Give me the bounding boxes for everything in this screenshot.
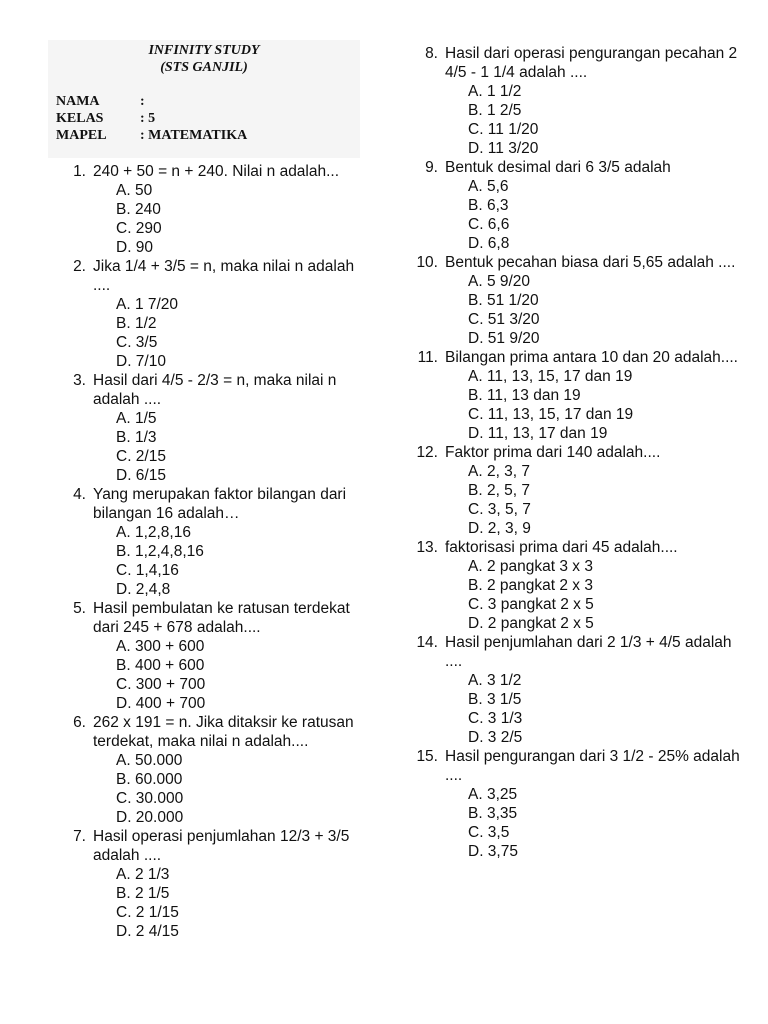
question-text: Bentuk desimal dari 6 3/5 adalah — [445, 159, 671, 176]
answer-option: B. 3 1/5 — [468, 691, 522, 708]
question-2 — [66, 257, 366, 371]
answer-option: D. 20.000 — [116, 809, 184, 826]
question-1 — [66, 162, 366, 257]
answer-option: C. 11 1/20 — [468, 121, 539, 138]
question-5 — [66, 599, 366, 713]
question-text: Yang merupakan faktor bilangan dari bilangan 16 adalah… — [93, 486, 347, 522]
answer-option: A. 1,2,8,16 — [116, 524, 191, 541]
answer-option: A. 3 1/2 — [468, 672, 522, 689]
answer-option: B. 1,2,4,8,16 — [116, 543, 204, 560]
answer-option: A. 1 7/20 — [116, 296, 179, 313]
answer-options — [93, 751, 366, 827]
question-4 — [66, 485, 366, 599]
answer-options — [445, 272, 748, 348]
answer-option: D. 400 + 700 — [116, 695, 206, 712]
answer-option: C. 3, 5, 7 — [468, 501, 531, 518]
answer-option: D. 90 — [116, 239, 154, 256]
answer-options — [445, 177, 748, 253]
answer-option: B. 60.000 — [116, 771, 183, 788]
answer-options — [93, 295, 366, 371]
answer-option: D. 3,75 — [468, 843, 518, 860]
answer-option: D. 11, 13, 17 dan 19 — [468, 425, 608, 442]
question-text: Bilangan prima antara 10 dan 20 adalah.... — [445, 349, 738, 366]
answer-option: C. 30.000 — [116, 790, 184, 807]
question-number: 15. — [416, 748, 438, 765]
answer-option: D. 2 pangkat 2 x 5 — [468, 615, 594, 632]
answer-option: D. 7/10 — [116, 353, 166, 370]
answer-option: C. 2 1/15 — [116, 904, 179, 921]
answer-options — [445, 82, 748, 158]
question-6 — [66, 713, 366, 827]
answer-options — [445, 557, 748, 633]
question-text: Hasil operasi penjumlahan 12/3 + 3/5 adalah .... — [93, 828, 350, 864]
question-text: Faktor prima dari 140 adalah.... — [445, 444, 661, 461]
answer-option: B. 1/2 — [116, 315, 157, 332]
answer-option: B. 2 pangkat 2 x 3 — [468, 577, 593, 594]
answer-option: A. 5 9/20 — [468, 273, 531, 290]
question-8 — [418, 44, 748, 158]
question-text: Jika 1/4 + 3/5 = n, maka nilai n adalah .... — [93, 258, 355, 294]
question-9 — [418, 158, 748, 253]
question-number: 7. — [73, 828, 86, 845]
answer-option: C. 3 1/3 — [468, 710, 523, 727]
answer-option: D. 3 2/5 — [468, 729, 523, 746]
answer-option: C. 3,5 — [468, 824, 510, 841]
question-text: Hasil dari 4/5 - 2/3 = n, maka nilai n adalah .... — [93, 372, 337, 408]
answer-option: D. 2,4,8 — [116, 581, 171, 598]
answer-option: A. 50 — [116, 182, 153, 199]
document-subtitle: (STS GANJIL) — [160, 60, 248, 75]
field-label: NAMA — [56, 94, 100, 109]
answer-option: A. 5,6 — [468, 178, 509, 195]
answer-options — [445, 367, 748, 443]
document-title: INFINITY STUDY — [148, 43, 260, 58]
question-column-right — [418, 44, 748, 861]
question-text: faktorisasi prima dari 45 adalah.... — [445, 539, 678, 556]
answer-option: C. 3 pangkat 2 x 5 — [468, 596, 594, 613]
question-number: 2. — [73, 258, 86, 275]
answer-option: A. 2, 3, 7 — [468, 463, 531, 480]
question-11 — [418, 348, 748, 443]
field-value: : 5 — [140, 111, 156, 126]
question-number: 9. — [425, 159, 438, 176]
answer-option: D. 6,8 — [468, 235, 510, 252]
answer-option: B. 51 1/20 — [468, 292, 539, 309]
question-number: 3. — [73, 372, 86, 389]
answer-option: B. 400 + 600 — [116, 657, 205, 674]
answer-options — [93, 181, 366, 257]
question-text: Hasil penjumlahan dari 2 1/3 + 4/5 adalah .... — [445, 634, 732, 670]
answer-option: A. 1 1/2 — [468, 83, 522, 100]
question-number: 13. — [416, 539, 438, 556]
question-number: 10. — [416, 254, 438, 271]
question-15 — [418, 747, 748, 861]
answer-option: B. 1/3 — [116, 429, 157, 446]
field-value: : MATEMATIKA — [140, 128, 248, 143]
answer-option: A. 1/5 — [116, 410, 157, 427]
question-number: 14. — [416, 634, 438, 651]
answer-option: A. 300 + 600 — [116, 638, 205, 655]
answer-option: C. 11, 13, 15, 17 dan 19 — [468, 406, 634, 423]
answer-options — [445, 671, 748, 747]
question-number: 4. — [73, 486, 86, 503]
answer-option: B. 6,3 — [468, 197, 509, 214]
question-13 — [418, 538, 748, 633]
question-number: 11. — [417, 349, 438, 366]
answer-option: B. 2, 5, 7 — [468, 482, 531, 499]
answer-options — [93, 409, 366, 485]
answer-options — [93, 523, 366, 599]
question-text: 262 x 191 = n. Jika ditaksir ke ratusan terdekat, maka nilai n adalah.... — [93, 714, 354, 750]
answer-option: D. 2, 3, 9 — [468, 520, 531, 537]
answer-options — [445, 785, 748, 861]
question-3 — [66, 371, 366, 485]
question-number: 5. — [73, 600, 86, 617]
answer-option: C. 6,6 — [468, 216, 510, 233]
answer-option: A. 50.000 — [116, 752, 183, 769]
question-text: Hasil pengurangan dari 3 1/2 - 25% adalah .... — [445, 748, 740, 784]
answer-option: B. 240 — [116, 201, 161, 218]
question-number: 8. — [425, 45, 438, 62]
answer-option: C. 3/5 — [116, 334, 158, 351]
question-number: 12. — [416, 444, 438, 461]
answer-option: C. 1,4,16 — [116, 562, 179, 579]
question-10 — [418, 253, 748, 348]
answer-option: C. 2/15 — [116, 448, 166, 465]
answer-option: D. 2 4/15 — [116, 923, 179, 940]
answer-option: A. 3,25 — [468, 786, 518, 803]
question-text: 240 + 50 = n + 240. Nilai n adalah... — [93, 163, 340, 180]
answer-option: C. 51 3/20 — [468, 311, 540, 328]
field-label: KELAS — [56, 111, 104, 126]
answer-option: B. 1 2/5 — [468, 102, 522, 119]
answer-option: D. 51 9/20 — [468, 330, 540, 347]
question-number: 6. — [73, 714, 86, 731]
answer-option: D. 6/15 — [116, 467, 166, 484]
answer-options — [93, 637, 366, 713]
answer-option: D. 11 3/20 — [468, 140, 539, 157]
answer-option: B. 3,35 — [468, 805, 518, 822]
answer-option: C. 290 — [116, 220, 162, 237]
answer-option: B. 11, 13 dan 19 — [468, 387, 581, 404]
answer-option: A. 2 1/3 — [116, 866, 170, 883]
question-column-left — [66, 162, 366, 941]
field-value: : — [140, 94, 145, 109]
question-text: Hasil pembulatan ke ratusan terdekat dari 245 + 678 adalah.... — [93, 600, 350, 636]
question-7 — [66, 827, 366, 941]
question-12 — [418, 443, 748, 538]
worksheet-header — [48, 40, 360, 158]
question-text: Hasil dari operasi pengurangan pecahan 2 4/5 - 1 1/4 adalah .... — [445, 45, 738, 81]
field-label: MAPEL — [56, 128, 107, 143]
answer-option: A. 11, 13, 15, 17 dan 19 — [468, 368, 633, 385]
answer-options — [445, 462, 748, 538]
answer-option: A. 2 pangkat 3 x 3 — [468, 558, 593, 575]
question-number: 1. — [73, 163, 86, 180]
answer-option: B. 2 1/5 — [116, 885, 170, 902]
question-text: Bentuk pecahan biasa dari 5,65 adalah .... — [445, 254, 736, 271]
answer-options — [93, 865, 366, 941]
question-14 — [418, 633, 748, 747]
answer-option: C. 300 + 700 — [116, 676, 206, 693]
